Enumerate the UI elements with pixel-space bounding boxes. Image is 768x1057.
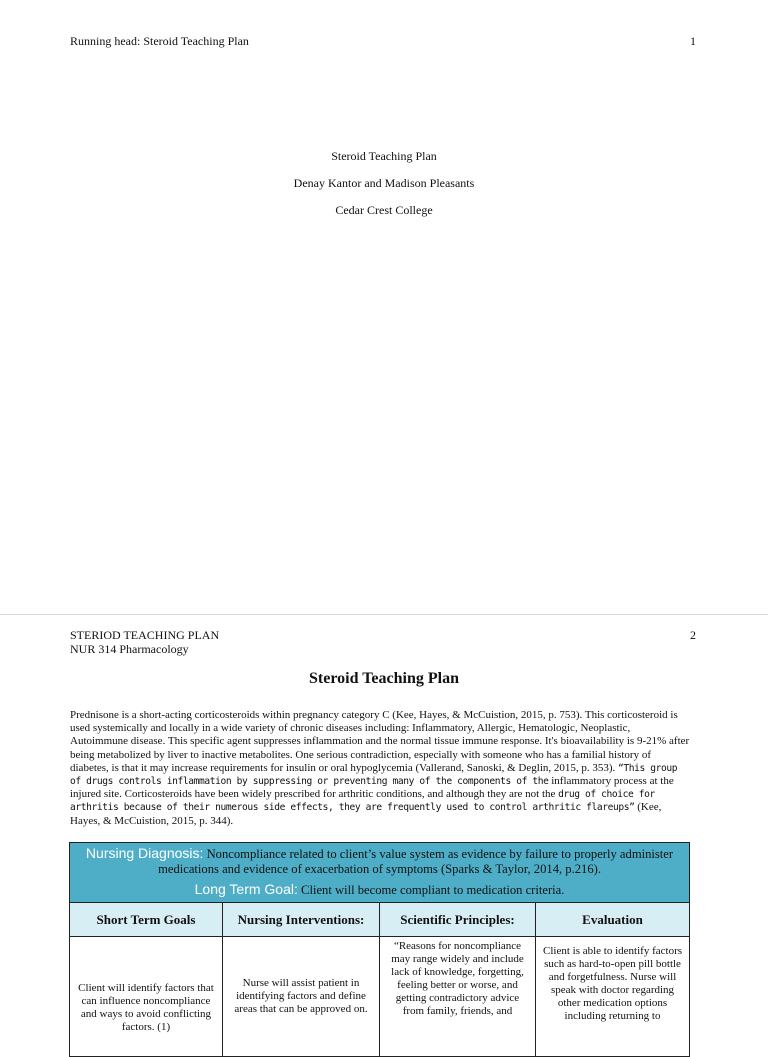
goal-text: Client will become compliant to medication criteria. (301, 883, 565, 897)
running-head: STERIOD TEACHING PLAN (70, 628, 220, 642)
principle-cell: “Reasons for noncompliance may range widely and include lack of knowledge, forgetting, feeling better or worse, and getting contradictory advice from family, friends, and (380, 937, 536, 1057)
intervention-cell: Nurse will assist patient in identifying factors and define areas that can be approved on. (223, 937, 380, 1057)
page-number: 1 (690, 34, 696, 48)
title-page-authors: Denay Kantor and Madison Pleasants (293, 176, 475, 190)
page-number: 2 (690, 628, 696, 642)
intro-text-1: Prednisone is a short-acting corticosteroids within pregnancy category C (Kee, Hayes, & McCuistion, 2015, p. 753). This corticosteroid is used systemically and locally in a wide variety of chronic diseases including: Inflammatory, Allergic, Hematologic, Neoplastic, Autoimmune disease. This specific agent suppresses inflammation and the normal tissue immune response. It's bioavailability is 9-21% after being metabolized by liver to inactive metabolites. One serious contradiction, especially with someone who has a familial history of diabetes, is that it may increase requirements for insulin or oral hypoglycemia (Vallerand, Sanoski, & Deglin, 2015, p. 353). (70, 709, 690, 774)
intro-text-3: (Kee, Hayes, & McCuistion, 2015, p. 344). (70, 801, 662, 827)
column-header-evaluation: Evaluation (536, 903, 690, 937)
column-header-short-term-goals: Short Term Goals (70, 903, 223, 937)
intro-quote-2: drug of choice for arthritis because of their numerous side effects, they are frequently used to control arthritic flareups” (70, 789, 655, 814)
diagnosis-text: Noncompliance related to client’s value system as evidence by failure to properly administer medications and evidence of exacerbation of symptoms (Sparks & Taylor, 2014, p.216). (158, 847, 674, 876)
intro-quote-1: “This group of drugs controls inflammation by suppressing or preventing many of the components of the (70, 762, 678, 788)
column-header-nursing-interventions: Nursing Interventions: (223, 903, 380, 937)
page-title: Steroid Teaching Plan (309, 670, 459, 687)
diagnosis-label: Nursing Diagnosis: (85, 845, 204, 861)
table-row (70, 937, 690, 1057)
long-term-goal (76, 882, 683, 898)
diagnosis-banner (70, 843, 690, 903)
care-plan-table (69, 842, 690, 1057)
title-page-institution: Cedar Crest College (335, 203, 433, 217)
page-2 (0, 615, 768, 1033)
intro-text-2: inflammatory process at the injured site. Corticosteroids have been widely prescribed for arthritic conditions, and although they are not the (70, 775, 674, 801)
short-term-goal-cell: Client will identify factors that can influence noncompliance and ways to avoid conflicting factors. (1) (70, 937, 223, 1057)
column-header-scientific-principles: Scientific Principles: (380, 903, 536, 937)
title-page-title: Steroid Teaching Plan (331, 149, 437, 163)
running-head: Running head: Steroid Teaching Plan (70, 34, 249, 48)
evaluation-cell: Client is able to identify factors such as hard-to-open pill bottle and forgetfulness. Nurse will speak with doctor regarding other medication options including returning to (536, 937, 690, 1057)
goal-label: Long Term Goal: (194, 881, 298, 897)
intro-paragraph (70, 709, 690, 828)
course-name: NUR 314 Pharmacology (70, 642, 189, 656)
